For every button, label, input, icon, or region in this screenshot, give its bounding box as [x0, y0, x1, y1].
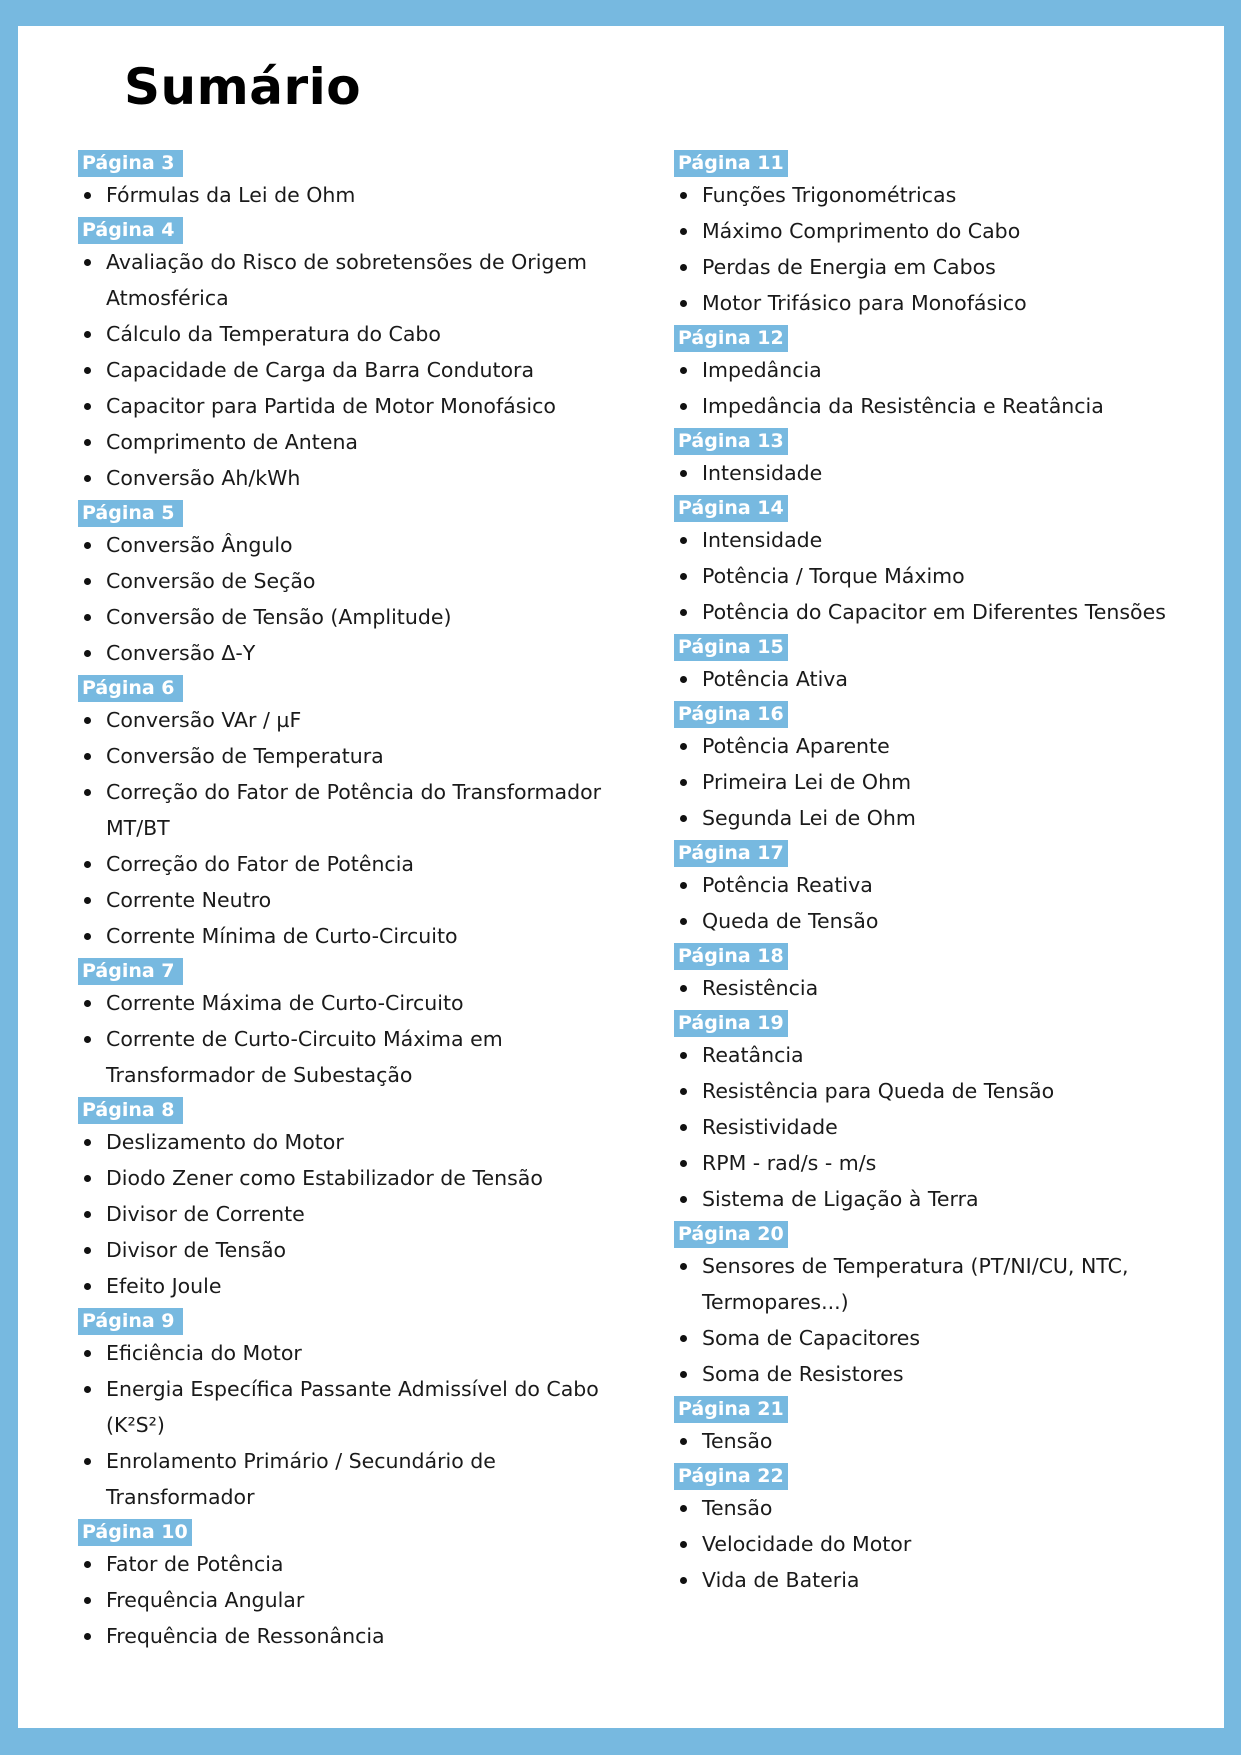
- page-number-badge: Página 19: [674, 1010, 788, 1037]
- toc-entry: Soma de Capacitores: [674, 1320, 1214, 1356]
- toc-item-list: [674, 970, 1214, 1006]
- toc-item-list: [78, 702, 638, 954]
- toc-section: [674, 1396, 1214, 1459]
- page-number-badge: Página 3: [78, 150, 183, 177]
- toc-entry: Motor Trifásico para Monofásico: [674, 285, 1214, 321]
- toc-entry: Resistência: [674, 970, 1214, 1006]
- toc-section: [674, 325, 1214, 424]
- toc-entry: Velocidade do Motor: [674, 1526, 1214, 1562]
- toc-entry: Conversão Ah/kWh: [78, 460, 638, 496]
- toc-entry: Potência Aparente: [674, 728, 1214, 764]
- toc-entry: Cálculo da Temperatura do Cabo: [78, 316, 638, 352]
- toc-entry: Sensores de Temperatura (PT/NI/CU, NTC, Termopares...): [674, 1248, 1214, 1320]
- page-number-badge: Página 10: [78, 1519, 192, 1546]
- toc-entry: Divisor de Corrente: [78, 1196, 638, 1232]
- toc-entry: Intensidade: [674, 522, 1214, 558]
- page-number-badge: Página 16: [674, 701, 788, 728]
- toc-entry: Segunda Lei de Ohm: [674, 800, 1214, 836]
- toc-entry: Intensidade: [674, 455, 1214, 491]
- toc-item-list: [674, 1490, 1214, 1598]
- toc-item-list: [78, 177, 638, 213]
- toc-entry: Correção do Fator de Potência do Transformador MT/BT: [78, 774, 638, 846]
- toc-section: [674, 701, 1214, 836]
- toc-entry: Conversão Δ-Y: [78, 635, 638, 671]
- page-number-badge: Página 8: [78, 1097, 183, 1124]
- toc-section: [78, 150, 638, 213]
- toc-entry: Tensão: [674, 1423, 1214, 1459]
- toc-right-column: [674, 150, 1214, 1602]
- page-number-badge: Página 12: [674, 325, 788, 352]
- toc-section: [78, 1519, 638, 1654]
- toc-item-list: [674, 1423, 1214, 1459]
- toc-entry: Conversão de Tensão (Amplitude): [78, 599, 638, 635]
- toc-entry: Eficiência do Motor: [78, 1335, 638, 1371]
- toc-section: [674, 1221, 1214, 1392]
- toc-entry: Corrente Máxima de Curto-Circuito: [78, 985, 638, 1021]
- toc-entry: Potência Reativa: [674, 867, 1214, 903]
- toc-entry: Correção do Fator de Potência: [78, 846, 638, 882]
- toc-entry: Frequência de Ressonância: [78, 1618, 638, 1654]
- toc-section: [78, 500, 638, 671]
- toc-entry: Resistência para Queda de Tensão: [674, 1073, 1214, 1109]
- toc-entry: Conversão Ângulo: [78, 527, 638, 563]
- page-number-badge: Página 4: [78, 217, 183, 244]
- toc-item-list: [78, 985, 638, 1093]
- toc-left-column: [78, 150, 638, 1658]
- toc-entry: Potência / Torque Máximo: [674, 558, 1214, 594]
- toc-item-list: [78, 244, 638, 496]
- toc-entry: Potência do Capacitor em Diferentes Tensões: [674, 594, 1214, 630]
- toc-item-list: [674, 661, 1214, 697]
- toc-section: [674, 495, 1214, 630]
- toc-entry: Funções Trigonométricas: [674, 177, 1214, 213]
- page-number-badge: Página 20: [674, 1221, 788, 1248]
- page-number-badge: Página 5: [78, 500, 183, 527]
- page-number-badge: Página 22: [674, 1463, 788, 1490]
- toc-entry: Reatância: [674, 1037, 1214, 1073]
- toc-entry: Conversão de Seção: [78, 563, 638, 599]
- page-number-badge: Página 13: [674, 428, 788, 455]
- toc-entry: Capacidade de Carga da Barra Condutora: [78, 352, 638, 388]
- page-number-badge: Página 18: [674, 943, 788, 970]
- toc-entry: Potência Ativa: [674, 661, 1214, 697]
- toc-item-list: [78, 1546, 638, 1654]
- toc-section: [674, 634, 1214, 697]
- toc-entry: Diodo Zener como Estabilizador de Tensão: [78, 1160, 638, 1196]
- toc-entry: Perdas de Energia em Cabos: [674, 249, 1214, 285]
- page-title: Sumário: [124, 58, 362, 116]
- page-number-badge: Página 17: [674, 840, 788, 867]
- toc-entry: Avaliação do Risco de sobretensões de Origem Atmosférica: [78, 244, 638, 316]
- toc-entry: RPM - rad/s - m/s: [674, 1145, 1214, 1181]
- toc-item-list: [78, 1335, 638, 1515]
- toc-entry: Sistema de Ligação à Terra: [674, 1181, 1214, 1217]
- toc-entry: Energia Específica Passante Admissível do Cabo (K²S²): [78, 1371, 638, 1443]
- toc-item-list: [78, 527, 638, 671]
- toc-item-list: [674, 728, 1214, 836]
- page-number-badge: Página 21: [674, 1396, 788, 1423]
- toc-section: [674, 1010, 1214, 1217]
- toc-entry: Enrolamento Primário / Secundário de Transformador: [78, 1443, 638, 1515]
- toc-section: [674, 943, 1214, 1006]
- page-number-badge: Página 14: [674, 495, 788, 522]
- toc-entry: Conversão de Temperatura: [78, 738, 638, 774]
- toc-entry: Máximo Comprimento do Cabo: [674, 213, 1214, 249]
- page-number-badge: Página 15: [674, 634, 788, 661]
- toc-section: [78, 1097, 638, 1304]
- toc-section: [78, 1308, 638, 1515]
- toc-entry: Corrente Neutro: [78, 882, 638, 918]
- toc-entry: Fórmulas da Lei de Ohm: [78, 177, 638, 213]
- toc-entry: Corrente Mínima de Curto-Circuito: [78, 918, 638, 954]
- toc-item-list: [674, 1248, 1214, 1392]
- toc-entry: Impedância: [674, 352, 1214, 388]
- toc-entry: Resistividade: [674, 1109, 1214, 1145]
- toc-section: [78, 217, 638, 496]
- toc-entry: Vida de Bateria: [674, 1562, 1214, 1598]
- toc-entry: Divisor de Tensão: [78, 1232, 638, 1268]
- toc-entry: Deslizamento do Motor: [78, 1124, 638, 1160]
- toc-entry: Efeito Joule: [78, 1268, 638, 1304]
- page-number-badge: Página 9: [78, 1308, 183, 1335]
- toc-section: [78, 675, 638, 954]
- toc-item-list: [674, 455, 1214, 491]
- document-page: [18, 26, 1224, 1728]
- toc-item-list: [674, 177, 1214, 321]
- toc-entry: Capacitor para Partida de Motor Monofásico: [78, 388, 638, 424]
- toc-section: [674, 428, 1214, 491]
- toc-entry: Fator de Potência: [78, 1546, 638, 1582]
- toc-section: [674, 1463, 1214, 1598]
- page-number-badge: Página 6: [78, 675, 183, 702]
- toc-entry: Tensão: [674, 1490, 1214, 1526]
- toc-entry: Frequência Angular: [78, 1582, 638, 1618]
- toc-item-list: [674, 352, 1214, 424]
- toc-item-list: [674, 867, 1214, 939]
- toc-section: [78, 958, 638, 1093]
- toc-item-list: [674, 522, 1214, 630]
- page-number-badge: Página 11: [674, 150, 788, 177]
- toc-entry: Queda de Tensão: [674, 903, 1214, 939]
- toc-entry: Conversão VAr / µF: [78, 702, 638, 738]
- toc-item-list: [674, 1037, 1214, 1217]
- toc-entry: Impedância da Resistência e Reatância: [674, 388, 1214, 424]
- toc-entry: Corrente de Curto-Circuito Máxima em Transformador de Subestação: [78, 1021, 638, 1093]
- toc-section: [674, 840, 1214, 939]
- toc-section: [674, 150, 1214, 321]
- page-number-badge: Página 7: [78, 958, 183, 985]
- toc-entry: Comprimento de Antena: [78, 424, 638, 460]
- toc-item-list: [78, 1124, 638, 1304]
- toc-entry: Primeira Lei de Ohm: [674, 764, 1214, 800]
- toc-entry: Soma de Resistores: [674, 1356, 1214, 1392]
